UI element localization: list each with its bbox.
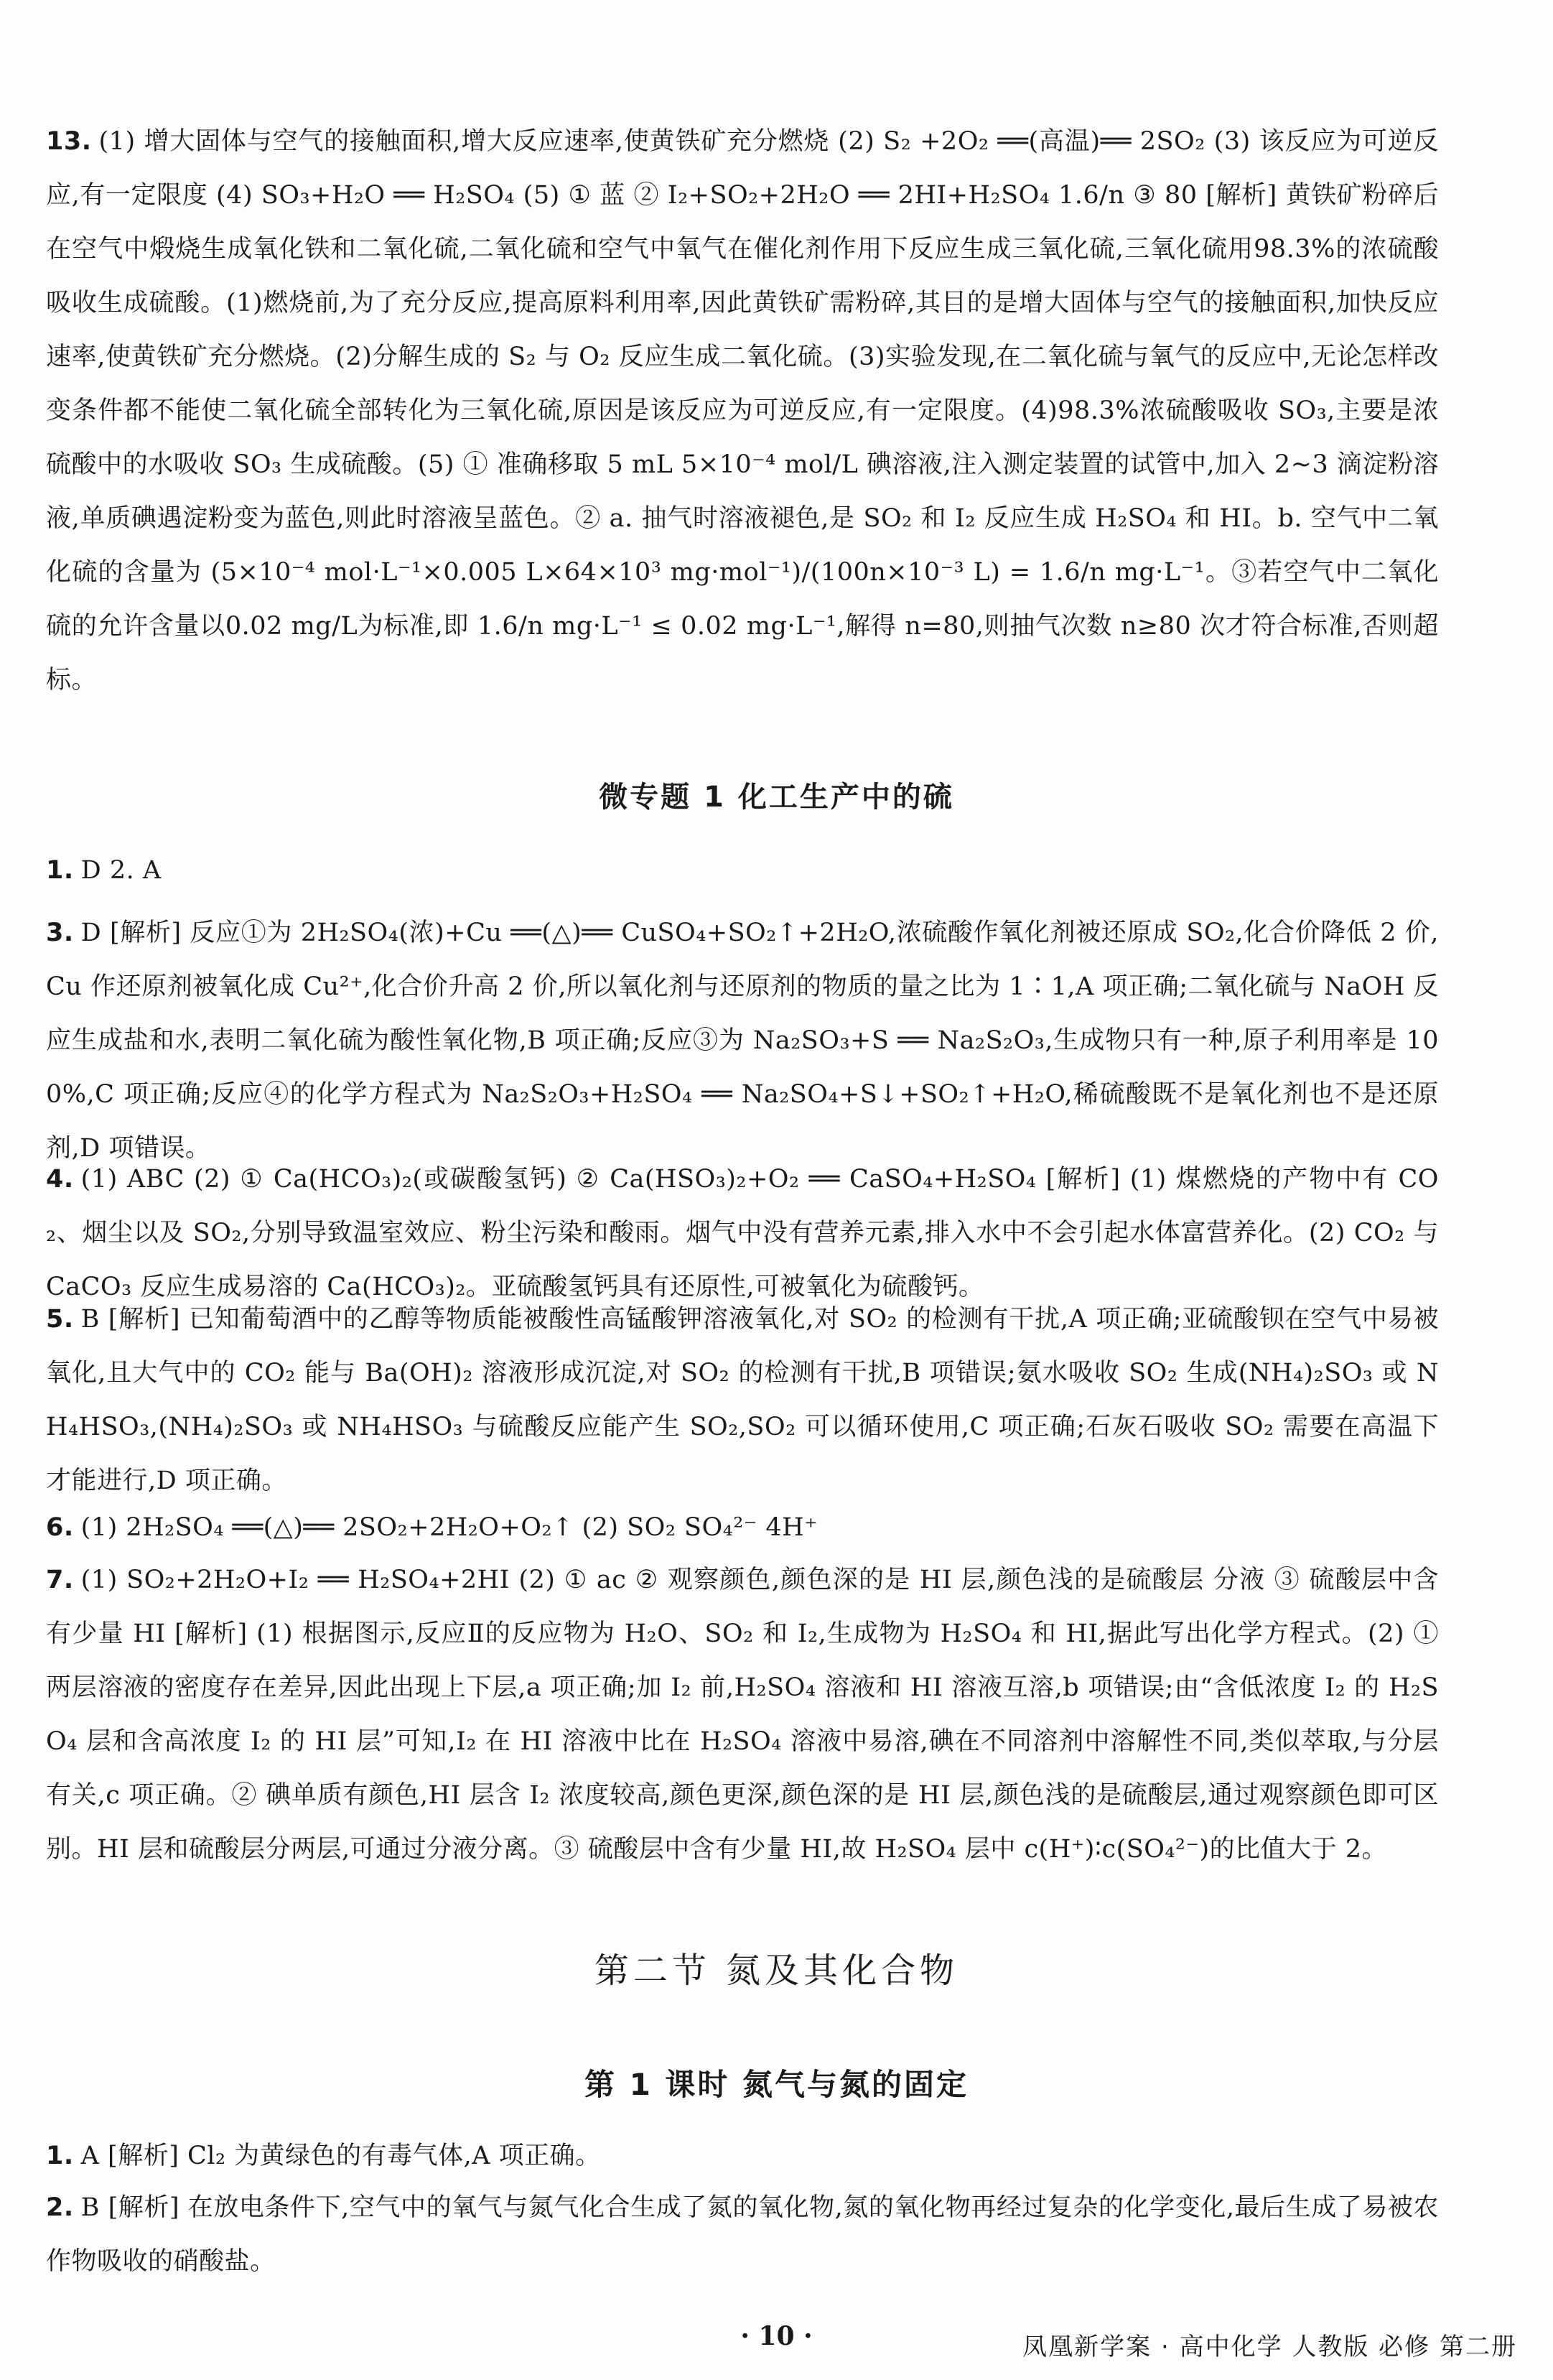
answer-number: 13. <box>46 127 92 156</box>
answer-6 <box>46 1501 1439 1555</box>
answer-text: (1) 2H₂SO₄ ══(△)══ 2SO₂+2H₂O+O₂↑ (2) SO₂ SO₄²⁻ 4H⁺ <box>80 1513 819 1542</box>
answer-number: 2. <box>46 2193 74 2222</box>
answer-number: 6. <box>46 1513 74 1542</box>
answer-3 <box>46 906 1439 1176</box>
answer-number: 4. <box>46 1165 74 1194</box>
answer-7 <box>46 1553 1439 1877</box>
lesson-title: 第 1 课时 氮气与氮的固定 <box>584 2067 969 2102</box>
book-title: 凤凰新学案 · 高中化学 人教版 必修 第二册 <box>1022 2333 1517 2361</box>
nitrogen-answer-1 <box>46 2129 1439 2183</box>
answer-number: 7. <box>46 1566 74 1594</box>
answer-text: (1) ABC (2) ① Ca(HCO₃)₂(或碳酸氢钙) ② Ca(HSO₃)₂+O₂ ══ CaSO₄+H₂SO₄ [解析] (1) 煤燃烧的产物中有 CO₂、烟尘以及 SO₂,分别导致温室效应、粉尘污染和酸雨。烟气中没有营养元素,排入水中不会引起水体富营养化。(2) CO₂ 与 CaCO₃ 反应生成易溶的 Ca(HCO₃)₂。亚硫酸氢钙具有还原性,可被氧化为硫酸钙。 <box>46 1165 1439 1301</box>
topic-title: 微专题 1 化工生产中的硫 <box>599 781 954 814</box>
answer-text: D 2. A <box>80 856 162 885</box>
page-number: · 10 · <box>740 2321 813 2351</box>
answer-13 <box>46 115 1439 707</box>
answer-text: (1) 增大固体与空气的接触面积,增大反应速率,使黄铁矿充分燃烧 (2) S₂ +2O₂ ══(高温)══ 2SO₂ (3) 该反应为可逆反应,有一定限度 (4) SO₃+H₂O ══ H₂SO₄ (5) ① 蓝 ② I₂+SO₂+2H₂O ══ 2HI+H₂SO₄ 1.6/n ③ 80 [解析] 黄铁矿粉碎后在空气中煅烧生成氧化铁和二氧化硫,二氧化硫和空气中氧气在催化剂作用下反应生成三氧化硫,三氧化硫用98.3%的浓硫酸吸收生成硫酸。(1)燃烧前,为了充分反应,提高原料利用率,因此黄铁矿需粉碎,其目的是增大固体与空气的接触面积,加快反应速率,使黄铁矿充分燃烧。(2)分解生成的 S₂ 与 O₂ 反应生成二氧化硫。(3)实验发现,在二氧化硫与氧气的反应中,无论怎样改变条件都不能使二氧化硫全部转化为三氧化硫,原因是该反应为可逆反应,有一定限度。(4)98.3%浓硫酸吸收 SO₃,主要是浓硫酸中的水吸收 SO₃ 生成硫酸。(5) ① 准确移取 5 mL 5×10⁻⁴ mol/L 碘溶液,注入测定装置的试管中,加入 2~3 滴淀粉溶液,单质碘遇淀粉变为蓝色,则此时溶液呈蓝色。② a. 抽气时溶液褪色,是 SO₂ 和 I₂ 反应生成 H₂SO₄ 和 HI。b. 空气中二氧化硫的含量为 (5×10⁻⁴ mol·L⁻¹×0.005 L×64×10³ mg·mol⁻¹)/(100n×10⁻³ L) = 1.6/n mg·L⁻¹。③若空气中二氧化硫的允许含量以0.02 mg/L为标准,即 1.6/n mg·L⁻¹ ≤ 0.02 mg·L⁻¹,解得 n=80,则抽气次数 n≥80 次才符合标准,否则超标。 <box>46 127 1439 694</box>
answer-4 <box>46 1153 1439 1314</box>
answer-5 <box>46 1293 1439 1508</box>
answer-number: 1. <box>46 2142 74 2170</box>
answer-text: A [解析] Cl₂ 为黄绿色的有毒气体,A 项正确。 <box>80 2142 601 2170</box>
answer-number: 5. <box>46 1305 74 1334</box>
section-title: 第二节 氮及其化合物 <box>594 1951 959 1991</box>
answer-text: (1) SO₂+2H₂O+I₂ ══ H₂SO₄+2HI (2) ① ac ② 观察颜色,颜色深的是 HI 层,颜色浅的是硫酸层 分液 ③ 硫酸层中含有少量 HI [解析] (1) 根据图示,反应Ⅱ的反应物为 H₂O、SO₂ 和 I₂,生成物为 H₂SO₄ 和 HI,据此写出化学方程式。(2) ① 两层溶液的密度存在差异,因此出现上下层,a 项正确;加 I₂ 前,H₂SO₄ 溶液和 HI 溶液互溶,b 项错误;由“含低浓度 I₂ 的 H₂SO₄ 层和含高浓度 I₂ 的 HI 层”可知,I₂ 在 HI 溶液中比在 H₂SO₄ 溶液中易溶,碘在不同溶剂中溶解性不同,类似萃取,与分层有关,c 项正确。② 碘单质有颜色,HI 层含 I₂ 浓度较高,颜色更深,颜色深的是 HI 层,颜色浅的是硫酸层,通过观察颜色即可区别。HI 层和硫酸层分两层,可通过分液分离。③ 硫酸层中含有少量 HI,故 H₂SO₄ 层中 c(H⁺)∶c(SO₄²⁻)的比值大于 2。 <box>46 1566 1439 1864</box>
answer-text: D [解析] 反应①为 2H₂SO₄(浓)+Cu ══(△)══ CuSO₄+SO₂↑+2H₂O,浓硫酸作氧化剂被还原成 SO₂,化合价降低 2 价,Cu 作还原剂被氧化成 Cu²⁺,化合价升高 2 价,所以氧化剂与还原剂的物质的量之比为 1∶1,A 项正确;二氧化硫与 NaOH 反应生成盐和水,表明二氧化硫为酸性氧化物,B 项正确;反应③为 Na₂SO₃+S ══ Na₂S₂O₃,生成物只有一种,原子利用率是 100%,C 项正确;反应④的化学方程式为 Na₂S₂O₃+H₂SO₄ ══ Na₂SO₄+S↓+SO₂↑+H₂O,稀硫酸既不是氧化剂也不是还原剂,D 项错误。 <box>46 919 1439 1163</box>
answer-text: B [解析] 已知葡萄酒中的乙醇等物质能被酸性高锰酸钾溶液氧化,对 SO₂ 的检测有干扰,A 项正确;亚硫酸钡在空气中易被氧化,且大气中的 CO₂ 能与 Ba(OH)₂ 溶液形成沉淀,对 SO₂ 的检测有干扰,B 项错误;氨水吸收 SO₂ 生成(NH₄)₂SO₃ 或 NH₄HSO₃,(NH₄)₂SO₃ 或 NH₄HSO₃ 与硫酸反应能产生 SO₂,SO₂ 可以循环使用,C 项正确;石灰石吸收 SO₂ 需要在高温下才能进行,D 项正确。 <box>46 1305 1439 1495</box>
nitrogen-answer-2 <box>46 2181 1439 2289</box>
answer-number: 1. <box>46 856 74 885</box>
answer-1-2 <box>46 844 1439 898</box>
answer-text: B [解析] 在放电条件下,空气中的氧气与氮气化合生成了氮的氧化物,氮的氧化物再经过复杂的化学变化,最后生成了易被农作物吸收的硝酸盐。 <box>46 2193 1439 2276</box>
answer-number: 3. <box>46 919 74 947</box>
